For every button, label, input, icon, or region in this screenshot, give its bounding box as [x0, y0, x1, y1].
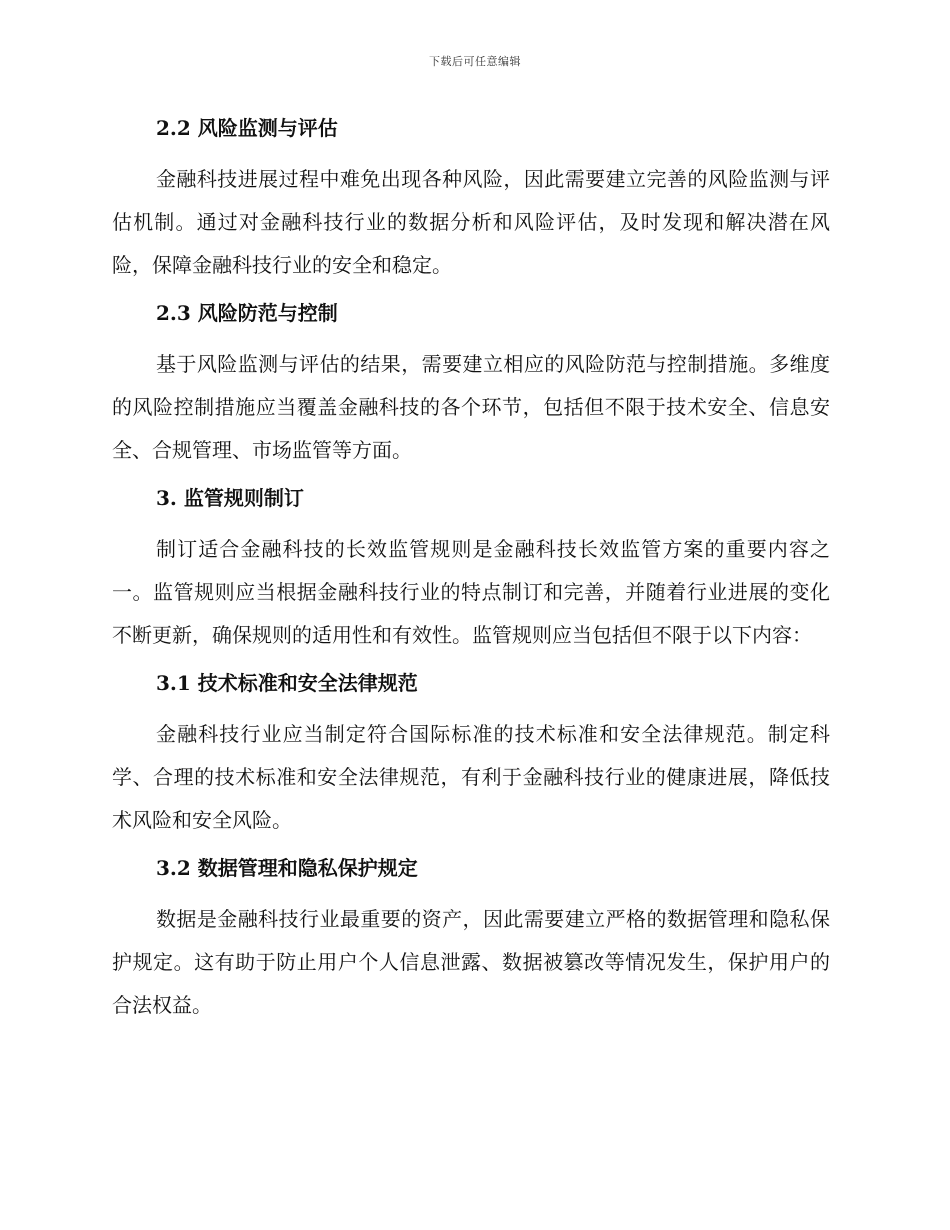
section-paragraph: 基于风险监测与评估的结果，需要建立相应的风险防范与控制措施。多维度的风险控制措施应当覆盖金融科技的各个环节，包括但不限于技术安全、信息安全、合规管理、市场监管等方面。 — [112, 352, 830, 462]
section-paragraph: 金融科技行业应当制定符合国际标准的技术标准和安全法律规范。制定科学、合理的技术标准和安全法律规范，有利于金融科技行业的健康进展，降低技术风险和安全风险。 — [112, 722, 830, 832]
page-header-note: 下载后可任意编辑 — [429, 55, 521, 68]
section-paragraph: 金融科技进展过程中难免出现各种风险，因此需要建立完善的风险监测与评估机制。通过对金融科技行业的数据分析和风险评估，及时发现和解决潜在风险，保障金融科技行业的安全和稳定。 — [112, 167, 830, 277]
section-heading: 3.1 技术标准和安全法律规范 — [156, 671, 418, 695]
section-heading: 2.2 风险监测与评估 — [156, 116, 338, 140]
section-paragraph: 制订适合金融科技的长效监管规则是金融科技长效监管方案的重要内容之一。监管规则应当根据金融科技行业的特点制订和完善，并随着行业进展的变化不断更新，确保规则的适用性和有效性。监管规则应当包括但不限于以下内容： — [112, 537, 830, 647]
section-heading: 3. 监管规则制订 — [156, 486, 304, 510]
document-body — [112, 110, 830, 1027]
section-heading: 2.3 风险防范与控制 — [156, 301, 338, 325]
section-paragraph: 数据是金融科技行业最重要的资产，因此需要建立严格的数据管理和隐私保护规定。这有助于防止用户个人信息泄露、数据被篡改等情况发生，保护用户的合法权益。 — [112, 907, 830, 1017]
section-heading: 3.2 数据管理和隐私保护规定 — [156, 856, 418, 880]
